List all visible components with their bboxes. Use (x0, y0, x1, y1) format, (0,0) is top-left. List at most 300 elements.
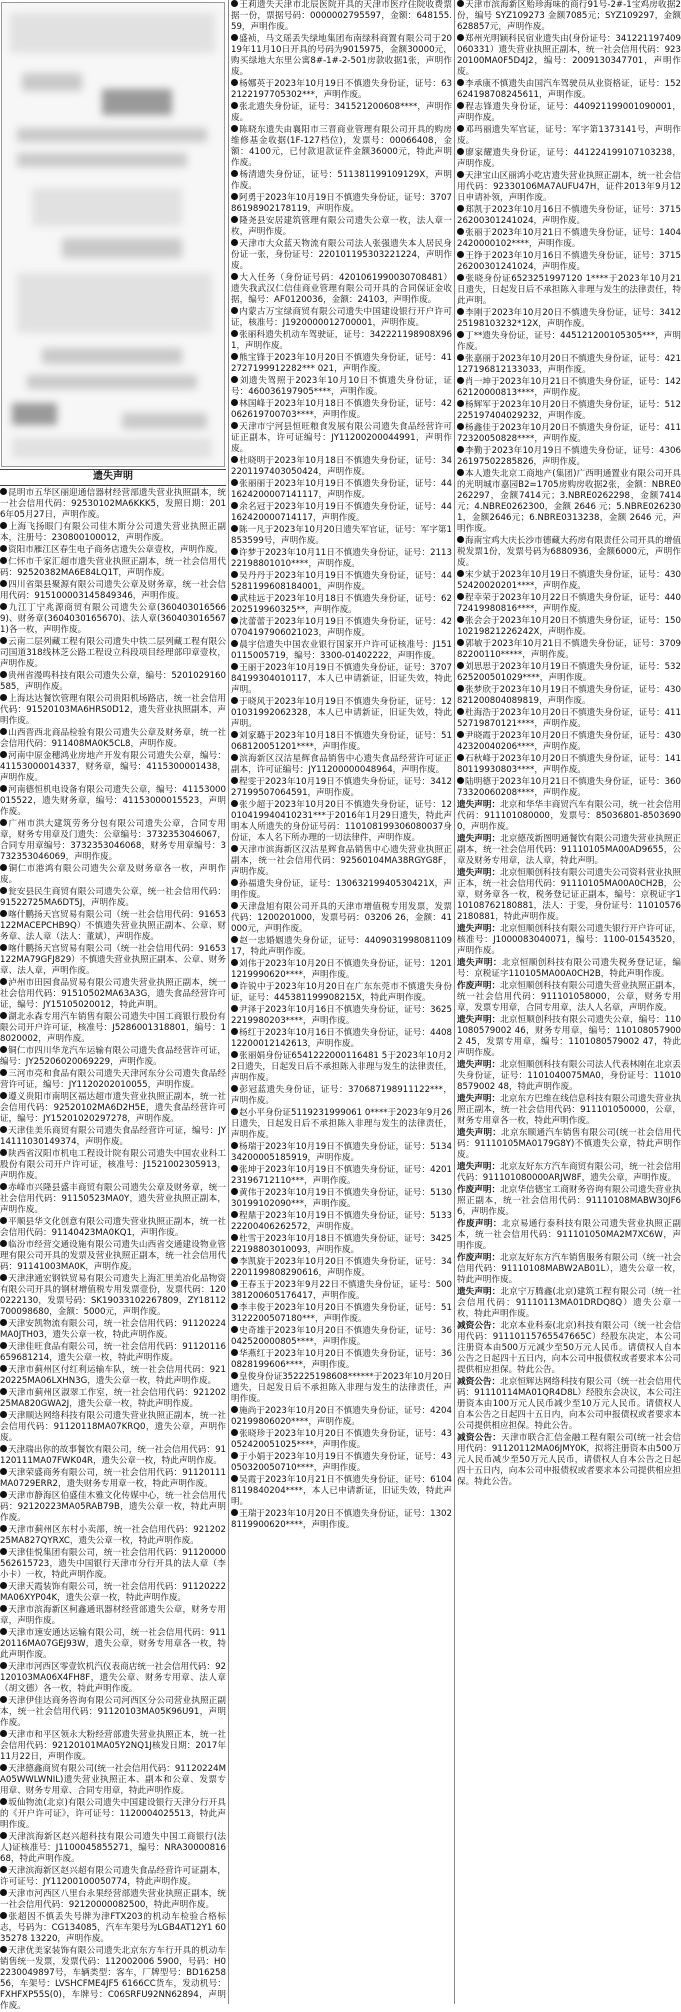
notice-text: 天津佳悦集团有限公司，统一社会信用代码：91120000562615723，遗失中国银行天津市分行开具的法人章（李小卡）一枚，特此声明作废。 (0, 1547, 226, 1580)
notice-text: 天津滨海新区赵兴超有限公司遗失食品经营许可证副本，许可证号：JY11200100050774，特此声明作废。 (0, 1865, 226, 1887)
notice-text: 杜雪于2023年10月18日不慎遗失身份证，证号：342522198803010093，声明作废。 (231, 1234, 452, 1255)
notice-text: 丁**遗失身份证，证号：445121200105305***，声明作废。 (457, 331, 681, 352)
bullet-icon (231, 1509, 238, 1516)
notice-text: 盛祯，马文瑶丢失绿地集团布南绿科商置有限公司于2019年11月10日开具的号码为9015975，金额30000元，购买绿地大东里公寓8#-1#-2-501房款收据1张，声明作废。 (231, 34, 452, 77)
company-notice-entry (457, 924, 681, 957)
notice-entry (231, 193, 452, 215)
notice-text: 张梦欣于2023年10月19日不慎遗失身份证，证号：430821200804089819，声明作废。 (457, 685, 681, 706)
notice-entry (457, 331, 681, 353)
bullet-icon (457, 685, 464, 692)
notice-entry (457, 708, 681, 730)
notice-entry (457, 570, 681, 592)
bullet-icon (231, 0, 238, 7)
bullet-icon (231, 754, 238, 761)
notice-entry (231, 34, 452, 78)
section-title: 遗失声明 (0, 469, 226, 486)
notice-text: 陕西省汉阳市机电工程设计院有限公司遗失中国农业科工股份有限公司开户许可证，核准号：J1521002305913，声明作废。 (0, 1148, 226, 1181)
notice-lead: 作废声明： (457, 1219, 502, 1229)
notice-text: 铜仁市四川华龙汽车运输有限公司遗失食品经营许可证，编号：JY25206020069229，声明作废。 (0, 1045, 226, 1067)
notice-text: 瓮安县民生商贸有限公司遗失公章，统一社会信用代码：91522725MA6DT5J，声明作废。 (0, 886, 226, 908)
bullet-icon (457, 251, 464, 258)
bullet-icon (0, 910, 7, 917)
bullet-icon (231, 902, 238, 909)
notice-entry (0, 1319, 226, 1341)
bullet-icon (0, 488, 7, 495)
notice-entry (231, 1188, 452, 1210)
notice-entry (457, 251, 681, 273)
bullet-icon (0, 1126, 7, 1133)
notice-lead: 减资公告： (457, 1321, 501, 1331)
notice-text: 天津市和平区领永大粉经营部遗失营业执照正本，统一社会信用代码：92120101MA05Y2NQ1J核发日期：2017年11月22日，声明作废。 (0, 1729, 226, 1762)
notice-entry (0, 785, 226, 818)
notice-text: 孙福遗失身份证，证号：13063219940530421X，声明作废。 (231, 879, 452, 900)
notice-entry (0, 1365, 226, 1387)
notice-text: 天津市蓟州区付红利运输车队，统一社会信用代码：92120225MA06LXHN3G，遗失公章一枚，特此声明作废。 (0, 1364, 226, 1386)
notice-text: 张坤于2023年10月19日不慎遗失身份证，证号：420123196712110***，声明作废。 (231, 1165, 452, 1186)
notice-text: 海南宝鸡大庆长沙市德藏大药房有限责任公司开具的增值税发票1份，发票号码为6880936，金额6000元，声明作废。 (457, 536, 681, 568)
notice-lead: 遗失声明： (457, 1287, 501, 1297)
company-notice-entry (457, 1219, 681, 1252)
notice-entry (457, 662, 681, 684)
notice-text: 天津顺达网络科技有限公司遗失营业执照正副本，统一社会信用代码：91120118MA07KRQ0，遗失公章，声明作废。 (0, 1410, 226, 1443)
notice-entry (231, 399, 452, 421)
bullet-icon (457, 205, 464, 212)
notice-entry (231, 1509, 452, 1531)
notice-entry (231, 170, 452, 192)
notice-entry (0, 1866, 226, 1888)
notice-entry (231, 239, 452, 272)
notice-text: 张丽于2023年10月21日不慎遗失身份证，证号：14042420000102****，声明作废。 (457, 228, 681, 249)
notice-entry (0, 1548, 226, 1581)
notice-text: 北京恒顺创科技有限公司遗失银行开户许可证，核准号：J1000083040071，编号：1100-01543520，声明作废。 (457, 924, 681, 956)
bullet-icon (0, 1605, 7, 1612)
company-notice-entry (457, 868, 681, 923)
notice-entry (0, 1912, 226, 1945)
bullet-icon (0, 1548, 7, 1555)
notice-text: 刘遗失驾照于2023年10月10日不慎遗失身份证，证号：460036197905****，声明作废。 (231, 376, 452, 397)
notice-text: 于小娟于2023年10月19日不慎遗失身份证，证号：43050320050710****，声明作废。 (231, 1452, 452, 1473)
bullet-icon (231, 731, 238, 738)
notice-entry (0, 1605, 226, 1627)
notice-text: 陈晓东遗失由襄阳市三晋商业管理有限公司开具的购房维修基金收据(1F-127档位)，发票号：00066408，金额：4100元，已付款退款证件金额36000元，特此声明作废。 (231, 125, 452, 168)
notice-entry (457, 377, 681, 399)
notice-text: 杨清遗失身份证，证号：511381199109129X，声明作废。 (231, 170, 452, 191)
notice-text: 尹泽于2023年10月16日不慎遗失身份证，证号：36252219980203****，声明作废。 (231, 1005, 452, 1026)
notice-entry (0, 671, 226, 693)
notice-entry (231, 0, 452, 33)
notice-lead: 遗失声明： (457, 1015, 501, 1025)
notice-entry (0, 637, 226, 670)
notice-entry (457, 639, 681, 661)
bullet-icon (0, 1365, 7, 1372)
notice-entry (457, 205, 681, 227)
notice-entry (0, 1764, 226, 1797)
bullet-icon (231, 617, 238, 624)
notice-entry (0, 694, 226, 727)
bullet-icon (231, 422, 238, 429)
notice-text: 华燕红于2023年10月20日不慎遗失身份证，证号：360828199606****，声明作废。 (231, 1349, 452, 1370)
bullet-icon (0, 637, 7, 644)
notice-text: 沈蕾蕾于2023年10月19日不慎遗失身份证，证号：420704197906021023，声明作废。 (231, 617, 452, 638)
notice-text: 北京友好东方汽车销售服务有限公司（统一社会信用代码：91110108MABW2AB01L），遗失公章一枚，特此声明作废。 (457, 1253, 681, 1285)
notice-entry (0, 1092, 226, 1125)
notice-lead: 作废声明： (457, 981, 501, 991)
notice-entry (231, 1326, 452, 1348)
company-notice-entry (457, 1185, 681, 1218)
bullet-icon (0, 1069, 7, 1076)
bullet-icon (231, 800, 238, 807)
notice-entry (457, 354, 681, 376)
notice-text: 杜晓明于2023年10月18日不慎遗失身份证，证号：342201197403050424，声明作废。 (231, 456, 452, 477)
bullet-icon (231, 330, 238, 337)
bullet-icon (0, 1832, 7, 1839)
notice-entry (231, 936, 452, 958)
bullet-icon (231, 982, 238, 989)
notice-text: 九江丁宁兆源商贸有限公司遗失公章(3604030165669)、财务章(3604030165670)、法人章(3604030165671)各一枚，声明作废。 (0, 602, 226, 635)
notice-text: 仁怀市千家汇超市遗失营业执照正副本，统一社会信用代码：92520382MA6E84LQ1T，声明作废。 (0, 556, 226, 578)
notice-text: 平顺县华文化创意有限公司遗失营业执照正副本，统一社会信用代码：91140423MA0KQ1，声明作废。 (0, 1216, 226, 1238)
bullet-icon (0, 1628, 7, 1635)
notice-entry (457, 731, 681, 753)
notice-text: 天津盘旭有限公司开具的天津市增值税专用发票，发票代码：1200201000，发票号码：03206 26，金额：41000元，声明作废。 (231, 902, 452, 934)
bullet-icon (457, 616, 464, 623)
notice-entry (231, 79, 452, 101)
bullet-icon (231, 273, 238, 280)
notice-text: 北京恒顺创科技有限公司遗失税务登记证，编号：京税证字110105MA00A0CH2B，特此声明作废。 (457, 958, 681, 979)
notice-entry (231, 902, 452, 935)
notice-text: 北京恒顺创科技有限公司法人代表林刚在北京丢失身份证，证号：1101040075MA0，身份证号：110108579002 48，特此声明作废。 (457, 1060, 681, 1092)
bullet-icon (0, 1946, 7, 1953)
bullet-icon (0, 1889, 7, 1896)
notice-entry (0, 545, 226, 556)
notice-text: 史奇雄于2023年10月20日不慎遗失身份证，证号：36042520000805****，声明作废。 (231, 1326, 452, 1347)
notice-entry (231, 479, 452, 501)
notice-text: 邓玛丽遗失军官证，证号：军字第1373141号，声明作废。 (457, 125, 681, 146)
notice-entry (0, 1889, 226, 1911)
bullet-icon (0, 1149, 7, 1156)
right-notice-list (457, 0, 681, 799)
notice-lead: 遗失声明： (457, 924, 501, 934)
right-column (454, 0, 681, 2004)
bullet-icon (231, 1326, 238, 1333)
notice-entry (0, 978, 226, 1011)
notice-text: 王丽于2023年10月19日不慎遗失身份证，证号：370784199304010117，本人已申请新证，旧证失效，特此声明。 (231, 663, 452, 695)
notice-entry (0, 1342, 226, 1364)
notice-entry (0, 557, 226, 579)
notice-entry (457, 0, 681, 33)
bullet-icon (0, 1217, 7, 1224)
notice-text: 张丽丽于2023年10月19日不慎遗失身份证，证号：441624200007141117，声明作废。 (231, 479, 452, 500)
notice-text: 吴丹丹于2023年10月19日不慎遗失身份证，证号：445281199608184001，声明作废。 (231, 571, 452, 592)
notice-entry (0, 1149, 226, 1182)
notice-text: 张晓珍于2023年10月20日不慎遗失身份证，证号：43052420051025****，声明作废。 (231, 1429, 452, 1450)
notice-entry (457, 148, 681, 170)
notice-text: 昆明市五华区丽迎通信器材经营部遗失营业执照副本，统一社会信用代码：92530102MA6KKK5，发照日期：2016年05月27日，声明作废。 (0, 487, 226, 520)
notice-entry (0, 1525, 226, 1547)
notice-text: 上海飞扬眼门有限公司佳木斯分公司遗失营业执照正副本，注册号：230800100012，声明作废。 (0, 521, 226, 543)
notice-entry (457, 616, 681, 638)
bullet-icon (231, 1211, 238, 1218)
notice-entry (457, 274, 681, 307)
bullet-icon (0, 580, 7, 587)
notice-entry (231, 1452, 452, 1474)
notice-entry (0, 1445, 226, 1467)
bullet-icon (457, 354, 464, 361)
bullet-icon (231, 79, 238, 86)
notice-entry (0, 488, 226, 521)
notice-entry (0, 1012, 226, 1045)
bullet-icon (457, 274, 464, 281)
notice-entry (0, 1832, 226, 1865)
bullet-icon (457, 377, 464, 384)
notice-text: 刘伟于2023年10月20日不慎遗失身份证，证号：12011219990620****，声明作废。 (231, 959, 452, 980)
notice-entry (231, 1475, 452, 1508)
notice-entry (457, 79, 681, 101)
bullet-icon (457, 331, 464, 338)
bullet-icon (231, 170, 238, 177)
notice-lead: 遗失声明： (457, 1094, 501, 1104)
notice-text: 天津市河西区零壹钦机汽仪表商店统一社会信用代码：92120103MA06X4FH8F，遗失公章、财务专用章、法人章（胡文德）各一枚，特此声明作废。 (0, 1661, 226, 1694)
notice-text: 李凯旋于2023年10月20日不慎遗失身份证，证号：342201199808290616，声明作废。 (231, 1257, 452, 1278)
notice-text: 北京恒顺创科技有限公司遗失营业执照正副本，统一社会信用代码：911101058000，公章，财务专用章，发票专用章，合同专用章，法人人名章，声明作废。 (457, 981, 681, 1013)
bullet-icon (231, 1165, 238, 1172)
notice-text: 广州市洪大建筑劳务分包有限公司遗失公章，合同专用章，财务专用章及门遗失：公章编号：3732353046067，合同专用章编号：3732353046068，财务专用章编号：3732353046069，声明作废。 (0, 818, 226, 862)
bullet-icon (457, 536, 464, 543)
bullet-icon (457, 125, 464, 132)
bullet-icon (0, 694, 7, 701)
notice-entry (457, 446, 681, 468)
notice-text: 大入任务（身份证号码：4201061990030708481）遗失我武汉仁信佳商业管理有限公司开具的合同保证金收据，编号：AF0120036，金额：24103，声明作废。 (231, 273, 452, 305)
notice-entry (231, 731, 452, 753)
notice-entry (457, 308, 681, 330)
notice-lead: 遗失声明： (457, 800, 501, 810)
notice-text: 程志锋遗失身份证，证号：440921199001090001，声明作废。 (457, 102, 681, 123)
notice-text: 廖家耀遗失身份证，证号：441224199107103238，声明作废。 (457, 148, 681, 169)
bullet-icon (231, 1028, 238, 1035)
left-notice-list (0, 488, 226, 2012)
notice-text: 河南德恒机电设备有限公司遗失公章，编号：41153000015522，遗失财务章，编号：41153000015523，声明作废。 (0, 784, 226, 817)
notice-text: 张嘉丽于2023年10月20日不慎遗失身份证，证号：421127196812133033，声明作废。 (457, 354, 681, 375)
notice-text: 彭冠蓝遗失身份证，证号：370687198911122***，声明作废。 (231, 1085, 452, 1106)
notice-text: 张超因不慎丢失号牌为津FTX203的机动车检验合格标志，号码为：CG134085，汽车车架号为LGB4AT12Y1 6035278 13220，声明作废。 (0, 1911, 226, 1944)
company-notice-entry (457, 1377, 681, 1432)
notice-text: 滨海新区汉沽星辉食品销售中心遗失食品经营许可证正副本，许可证编号：JY11200000048964，声明作废。 (231, 754, 452, 775)
notice-entry (457, 777, 681, 799)
notice-entry (231, 640, 452, 662)
company-notice-entry (457, 1287, 681, 1320)
bullet-icon (0, 1445, 7, 1452)
bullet-icon (231, 125, 238, 132)
bullet-icon (0, 819, 7, 826)
bullet-icon (0, 522, 7, 529)
notice-entry (457, 228, 681, 250)
notice-text: 天津市蓟州区东村小卖部，统一社会信用代码：92120225MA827QYRXC，遗失公章一枚，特此声明作废。 (0, 1524, 226, 1546)
bullet-icon (231, 1429, 238, 1436)
notice-entry (231, 1303, 452, 1325)
notice-entry (457, 102, 681, 124)
notice-entry (231, 1005, 452, 1027)
bullet-icon (457, 0, 464, 7)
notice-text: 刘家璐于2023年10月18日不慎遗失身份证，证号：51068120051201****，声明作废。 (231, 731, 452, 752)
right-company-notice-list (457, 800, 681, 1488)
notice-entry (231, 594, 452, 616)
bullet-icon (231, 571, 238, 578)
notice-entry (0, 1274, 226, 1318)
notice-entry (231, 273, 452, 306)
notice-text: 天津天霞装饰有限公司，统一社会信用代码：91120222MA06XYP04K，遗失公章一枚，特此声明作废。 (0, 1581, 226, 1603)
notice-text: 北京恒顺创科技有限公司遗失公章，编号：1101080579002 46，财务专用章，编号：1101080579002 45，发票专用章，编号：1101080579002 47，特此声明作废。 (457, 1015, 681, 1058)
bullet-icon (0, 1798, 7, 1805)
notice-text: 宋少斌于2023年10月19日不慎遗失身份证，证号：43052420020201****，声明作废。 (457, 570, 681, 591)
bullet-icon (0, 887, 7, 894)
notice-entry (0, 728, 226, 750)
notice-text: 阿勇于2023年10月19日不慎遗失身份证，证号：370786198902178119，声明作废。 (231, 193, 452, 214)
company-notice-entry (457, 800, 681, 833)
company-notice-entry (457, 1060, 681, 1093)
notice-lead: 遗失声明： (457, 834, 501, 844)
notice-text: 北京恒顺创科技有限公司遗失公司资料营业执照正本，统一社会信用代码：91110105MA00A0CH2B，公章，财务章各一枚，税务登记证正副本，编号：京税证字110108762180881，法人：于雯，身份证号：110105762180881，特此声明作废。 (457, 868, 681, 922)
notice-entry (231, 548, 452, 570)
notice-text: 天津津通宏钢铁贸易有限公司遗失上海汇里美冶化品物资有限公司开具的钢材增值税专用发票壹份，发票代码：1200222130，发票号码：SK19033102267809，ZY18112700098680，金额：5000元，声明作废。 (0, 1273, 226, 1317)
notice-text: 天津荣盛商务有限公司，统一社会信用代码：91120111MA0729ERR2，遗失财务专用章一枚，特此声明作废。 (0, 1467, 226, 1489)
notice-text: 天津优美家装饰有限公司遗失北京东方车行开具的机动车销售统一发票，发票代码：112002006 5900，号码：H02230049897号，车辆类型：客车，厂牌型号：BD1625856，车架号：LVSHCFME4JF5 6166CC货车，发动机号：FXHFXP55S(0)，车牌号：C06SRFU92NN62894，声明作废。 (0, 1945, 226, 2011)
notice-text: 云南二层列藏工程有限公司遗失中铁二层列藏工程有限公司国道318线林芝公路工程设立科段项目经理部印章壹枚，声明作废。 (0, 636, 226, 669)
bullet-icon (0, 1012, 7, 1019)
notice-text: 北京宁万腾鑫(北京)建筑工程有限公司（统一社会信用代码：91110113MA01DRDQ8Q）遗失公章一枚，特此声明作废。 (457, 1287, 681, 1319)
notice-entry (0, 1946, 226, 2012)
notice-entry (231, 1372, 452, 1405)
bullet-icon (231, 525, 238, 532)
notice-text: 程幸荣于2023年10月22日不慎遗失身份证，证号：44072419980816****，声明作废。 (457, 593, 681, 614)
notice-text: 于晓风于2023年10月19日不慎遗失身份证，证号：1201031992062328，本人已申请新证，旧证失效，特此声明。 (231, 697, 452, 729)
bullet-icon (457, 228, 464, 235)
notice-text: 吴霞于2023年10月21日不慎遗失身份证，证号：61048119840204****，本人已申请新证，旧证失效，特此声明。 (231, 1475, 452, 1507)
bullet-icon (231, 959, 238, 966)
notice-text: 余名冠于2023年10月19日不慎遗失身份证，证号：44162420000714117，声明作废。 (231, 502, 452, 523)
notice-text: 杨辉军于2023年10月20日不慎遗失身份证，证号：512225197404029232，声明作废。 (457, 400, 681, 421)
bullet-icon (0, 1319, 7, 1326)
notice-text: 杨瑞于2023年10月19日不慎遗失身份证，证号：513434200005185919，声明作废。 (231, 1142, 452, 1163)
notice-text: 河南中原金穗鸿业房地产开发有限公司遗失公章，编号：41153000014337，财务章，编号：4115300001438，声明作废。 (0, 750, 226, 783)
bullet-icon (231, 548, 238, 555)
notice-text: 贵州省漫鸣科技有限公司遗失公章，编号：5201029160585，声明作废。 (0, 670, 226, 692)
notice-entry (231, 663, 452, 696)
bullet-icon (457, 754, 464, 761)
notice-text: 石秋峰于2023年10月20日不慎遗失身份证，证号：14180119930803****，声明作废。 (457, 754, 681, 775)
notice-entry (231, 330, 452, 352)
notice-entry (231, 1280, 452, 1302)
notice-entry (231, 1406, 452, 1428)
notice-entry (0, 1696, 226, 1729)
notice-entry (457, 34, 681, 78)
bullet-icon (0, 557, 7, 564)
notice-text: 杜海浩于2023年10月20日不慎遗失身份证，证号：41152719870121****，声明作废。 (457, 708, 681, 729)
bullet-icon (457, 708, 464, 715)
left-column (0, 0, 226, 2011)
notice-entry (231, 1211, 452, 1233)
bullet-icon (231, 1234, 238, 1241)
bullet-icon (0, 864, 7, 871)
notice-text: 内蒙古万宝绿商贸有限公司遗失中国建设银行开户许可证，核准号：J1920000012700001，声明作废。 (231, 307, 452, 328)
bullet-icon (0, 603, 7, 610)
company-notice-entry (457, 1162, 681, 1184)
bullet-icon (457, 593, 464, 600)
notice-text: 张丽科遗失机动车驾驶证，证号：342221198908X961，声明作废。 (231, 330, 452, 351)
notice-lead: 减资公告： (457, 1377, 501, 1387)
notice-entry (231, 617, 452, 639)
notice-text: 武桂远于2023年10月18日不慎遗失身份证，证号：62202519960325**，声明作废。 (231, 594, 452, 615)
bullet-icon (457, 171, 464, 178)
notice-entry (231, 307, 452, 329)
notice-entry (231, 1234, 452, 1256)
notice-text: 天津市宁河县恒旺粮食发展有限公司遗失食品经营许可证正副本，许可证编号：JY11200200044991，声明作废。 (231, 422, 452, 454)
company-notice-entry (457, 1128, 681, 1161)
notice-entry (457, 593, 681, 615)
notice-entry (231, 800, 452, 844)
notice-entry (231, 502, 452, 524)
notice-text: 施尚于2023年10月20日不慎遗失身份证，证号：420402199806020****，声明作废。 (231, 1406, 452, 1427)
notice-text: 杨鑫佳于2023年10月20日不慎遗失身份证，证号：41172320050828****，声明作废。 (457, 423, 681, 444)
company-notice-entry (457, 1015, 681, 1059)
notice-text: 北京易通行泰科技有限公司遗失营业执照正副本，统一社会信用代码：911101050MA2M7XC6W，声明作废。 (457, 1219, 681, 1251)
bullet-icon (231, 1005, 238, 1012)
notice-entry (0, 819, 226, 863)
notice-text: 天津滨海新区赵兴超科技有限公司遗失中国工商银行(法人)证核准号：J1100045855271，编号：NRA3000081668，特此声明作废。 (0, 1831, 226, 1864)
bullet-icon (231, 1142, 238, 1149)
notice-text: 天津佳旺食品有限公司，统一社会信用代码：91120116659681214，遗失公章一枚，特此声明作废。 (0, 1341, 226, 1363)
notice-text: 三河市亮和食品有限公司遗失天津河东分公司遗失食品经营许可证，编号：JY1120202010055，声明作废。 (0, 1068, 226, 1090)
notice-text: 李勤于2023年10月19日不慎遗失身份证，证号：430626197502285826，声明作废。 (457, 446, 681, 467)
company-notice-entry (457, 1253, 681, 1286)
notice-entry (231, 879, 452, 901)
notice-entry (231, 1429, 452, 1451)
bullet-icon (231, 1108, 238, 1115)
notice-entry (231, 216, 452, 238)
notice-entry (231, 1142, 452, 1164)
notice-text: 刘思思于2023年10月19日不慎遗失身份证，证号：532625200501029****，声明作废。 (457, 662, 681, 683)
notice-text: 喀什鹏扬天宫贸易有限公司（统一社会信用代码：91653122MA79GFJ829）不慎遗失营业执照正副本、公章、财务章、法人章，声明作废。 (0, 943, 226, 976)
notice-entry (231, 1085, 452, 1107)
notice-text: 王瑞于2023年10月20日不慎遗失身份证，证号：13028119900620****，声明作废。 (231, 1509, 452, 1530)
bullet-icon (0, 1764, 7, 1771)
bullet-icon (231, 1257, 238, 1264)
notice-text: 天津瑞出你的故事餐饮有限公司，统一社会信用代码：91120111MA07FWK04R，遗失公章一枚，特此声明作废。 (0, 1444, 226, 1466)
notice-text: 熊宝锋于2023年10月20日不慎遗失身份证，证号：412727199912282*** 021，声明作废。 (231, 353, 452, 374)
notice-lead: 作废声明： (457, 1185, 501, 1195)
notice-text: 北京东方巴维在线信息科技有限公司遗失营业执照正副本，统一社会信用代码：911101050000，公章，财务专用章各一枚，特此声明作废。 (457, 1094, 681, 1126)
bullet-icon (457, 308, 464, 315)
bullet-icon (0, 728, 7, 735)
notice-entry (457, 125, 681, 147)
notice-entry (231, 102, 452, 124)
notice-text: 程鼎于2023年10月19日不慎遗失身份证，证号：513322200406262572，声明作废。 (231, 1211, 452, 1232)
notice-lead: 遗失声明： (457, 1060, 501, 1070)
bullet-icon (231, 193, 238, 200)
bullet-icon (457, 469, 464, 476)
notice-text: 尹晓霞于2023年10月20日不慎遗失身份证，证号：43042320040206****，声明作废。 (457, 731, 681, 752)
notice-text: 李承康不慎遗失由国汽车驾驶员从业资格证，证号：152624198708245611，声明作废。 (457, 79, 681, 100)
notice-text: 临汾市经营交通设施有限公司遗失山西省交通建设物业管理有限公司开具的发票及营业执照正副本，统一社会信用代码：91141003MA0K，声明作废。 (0, 1239, 226, 1272)
notice-lead: 遗失声明： (457, 1128, 502, 1138)
notice-text: 郑州光明颖科民宿业遗失由(身份证号：341221197409060331）遗失营业执照正副本，统一社会信用代码：92320100MA0F5D4J2，编号：2009130347701，声明作废。 (457, 34, 681, 77)
notice-text: 隆尧县安居建筑管理有限公司遗失公章一枚，法人章一枚，声明作废。 (231, 216, 452, 237)
notice-text: 王莉遗失天津市北辰医院开具的天津市医疗住院收费票据一份，票据号码：0000002795597，金额：648155.59，声明作废。 (231, 0, 452, 32)
bullet-icon (231, 1406, 238, 1413)
bullet-icon (0, 1582, 7, 1589)
notice-text: 天津市河西区八里台永果经营部遗失营业执照正副本，统一社会信用代码：92120000082500，特此声明作废。 (0, 1888, 226, 1910)
notice-text: 天津市联合汇信金融工程有限公司(统一社会信用代码：91120112MA06JMY0K，拟将注册资本由500万元人民币减少至50万元人民币，请债权人自本公告之日起四十五日内，向本公司申报债权或者要求本公司提供相应担保。特此公告。 (457, 1433, 681, 1487)
bullet-icon (457, 34, 464, 41)
